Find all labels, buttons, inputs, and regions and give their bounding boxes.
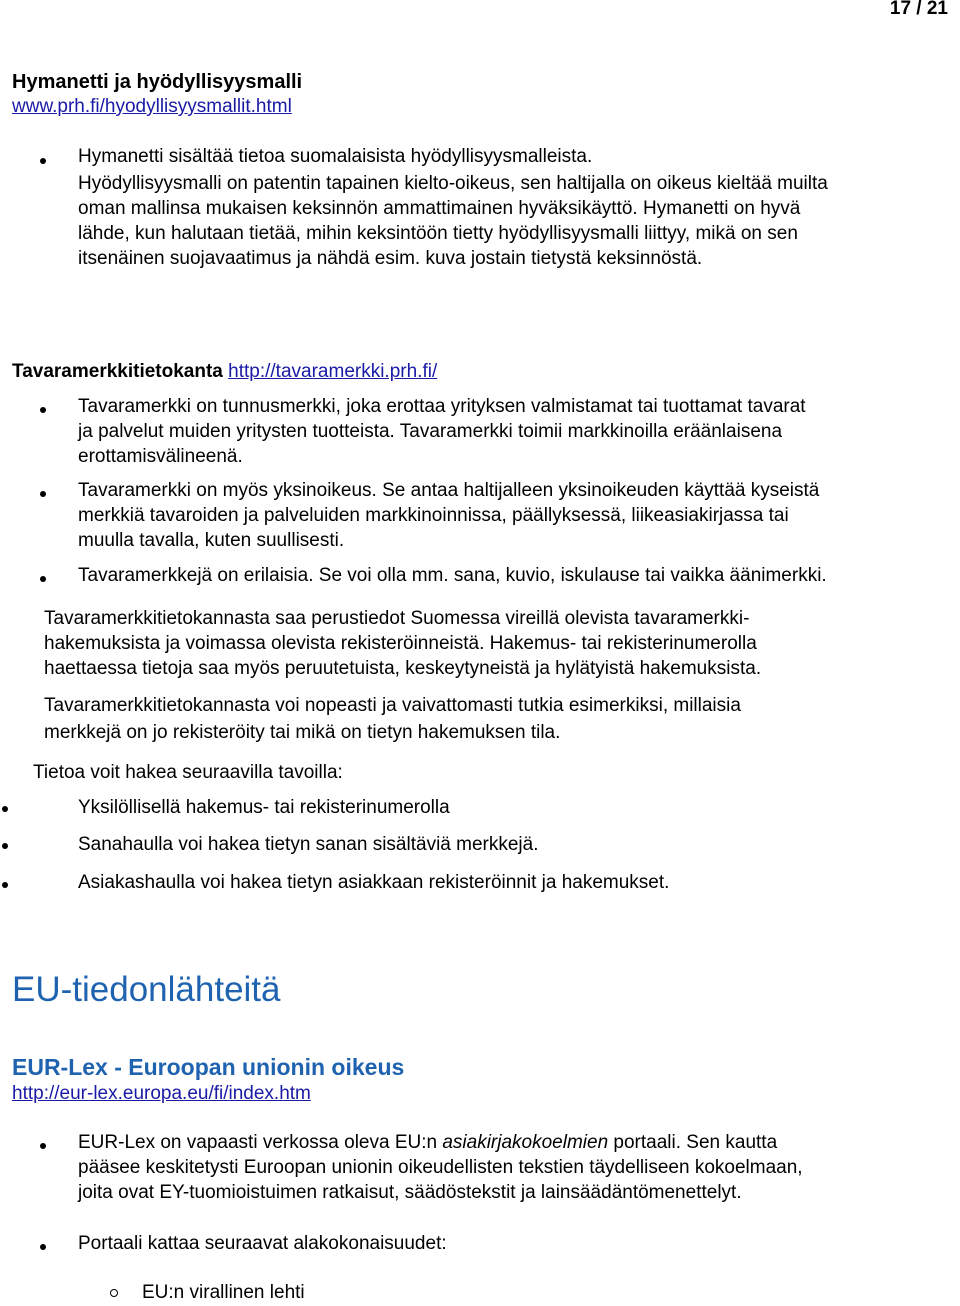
bullet-dot [40, 158, 46, 164]
eurlex-heading: EUR-Lex - Euroopan unionin oikeus [12, 1054, 405, 1080]
search-intro: Tietoa voit hakea seuraavilla tavoilla: [33, 762, 343, 783]
text-line: pääsee keskitetysti Euroopan unionin oikeudellisten tekstien täydelliseen kokoelmaan, [78, 1157, 803, 1178]
bullet-dot [40, 576, 46, 582]
text-line: joita ovat EY-tuomioistuimen ratkaisut, säädöstekstit ja lainsäädäntömenettelyt. [78, 1182, 742, 1203]
page-number: 17 / 21 [889, 0, 948, 19]
list-item: Yksilöllisellä hakemus- tai rekisterinumerolla [78, 797, 450, 818]
tavaramerkki-title-text: Tavaramerkkitietokanta [12, 361, 223, 382]
text-line: Tavaramerkkitietokannasta voi nopeasti ja vaivattomasti tutkia esimerkiksi, millaisia [44, 695, 741, 716]
list-item: Asiakashaulla voi hakea tietyn asiakkaan rekisteröinnit ja hakemukset. [78, 872, 670, 893]
text-segment: EUR-Lex on vapaasti verkossa oleva EU:n [78, 1132, 443, 1153]
list-item: Sanahaulla voi hakea tietyn sanan sisältäviä merkkejä. [78, 834, 539, 855]
text-line: Tavaramerkki on myös yksinoikeus. Se antaa haltijalleen yksinoikeuden käyttää kyseistä [78, 480, 820, 501]
text-line: haettaessa tietoja saa myös peruutetuista, keskeytyneistä ja hylätyistä hakemuksista. [44, 658, 762, 679]
bullet-dot [40, 1143, 46, 1149]
circle-bullet [110, 1289, 118, 1297]
section-title-hymanetti: Hymanetti ja hyödyllisyysmalli [12, 71, 303, 93]
tavaramerkki-link[interactable]: http://tavaramerkki.prh.fi/ [228, 361, 438, 382]
text-line: Tavaramerkkejä on erilaisia. Se voi olla mm. sana, kuvio, iskulause tai vaikka äänimerkki. [78, 565, 827, 586]
text-line [78, 1131, 777, 1156]
sub-list-item: EU:n virallinen lehti [142, 1282, 305, 1303]
emphasized-term: asiakirjakokoelmien [442, 1132, 609, 1153]
text-line: lähde, kun halutaan tietää, mihin keksintöön tietty hyödyllisyysmalli liittyy, mikä on sen [78, 223, 798, 244]
text-line: hakemuksista ja voimassa olevista rekisteröinneistä. Hakemus- tai rekisterinumerolla [44, 633, 757, 654]
text-line: itsenäinen suojavaatimus ja nähdä esim. kuva jostain tietystä keksinnöstä. [78, 248, 703, 269]
section-title-tavaramerkki [12, 360, 437, 384]
text-line: merkkiä tavaroiden ja palveluiden markkinoinnissa, päällyksessä, liikeasiakirjassa tai [78, 505, 789, 526]
hymanetti-link[interactable]: www.prh.fi/hyodyllisyysmallit.html [12, 96, 292, 117]
bullet-dot [2, 882, 8, 888]
text-line: erottamisvälineenä. [78, 446, 243, 467]
bullet-dot [40, 1244, 46, 1250]
eurlex-link[interactable]: http://eur-lex.europa.eu/fi/index.htm [12, 1083, 311, 1104]
text-line: muulla tavalla, kuten suullisesti. [78, 530, 345, 551]
bullet-dot [40, 491, 46, 497]
bullet-dot [2, 843, 8, 849]
text-line: ja palvelut muiden yritysten tuotteista. Tavaramerkki toimii markkinoilla eräänlaisena [78, 421, 783, 442]
eu-sources-heading: EU-tiedonlähteitä [12, 970, 281, 1009]
text-line: Hymanetti sisältää tietoa suomalaisista hyödyllisyysmalleista. [78, 146, 593, 167]
text-line: oman mallinsa mukaisen keksinnön ammattimainen hyväksikäyttö. Hymanetti on hyvä [78, 198, 801, 219]
text-line: Hyödyllisyysmalli on patentin tapainen kielto-oikeus, sen haltijalla on oikeus kieltää muilta [78, 173, 828, 194]
text-line: merkkejä on jo rekisteröity tai mikä on tietyn hakemuksen tila. [44, 722, 561, 743]
bullet-dot [2, 806, 8, 812]
text-line: Tavaramerkkitietokannasta saa perustiedot Suomessa vireillä olevista tavaramerkki- [44, 608, 750, 629]
text-segment: portaali. Sen kautta [608, 1132, 778, 1153]
text-line: Tavaramerkki on tunnusmerkki, joka erottaa yrityksen valmistamat tai tuottamat tavarat [78, 396, 806, 417]
bullet-dot [40, 407, 46, 413]
text-line: Portaali kattaa seuraavat alakokonaisuudet: [78, 1233, 447, 1254]
